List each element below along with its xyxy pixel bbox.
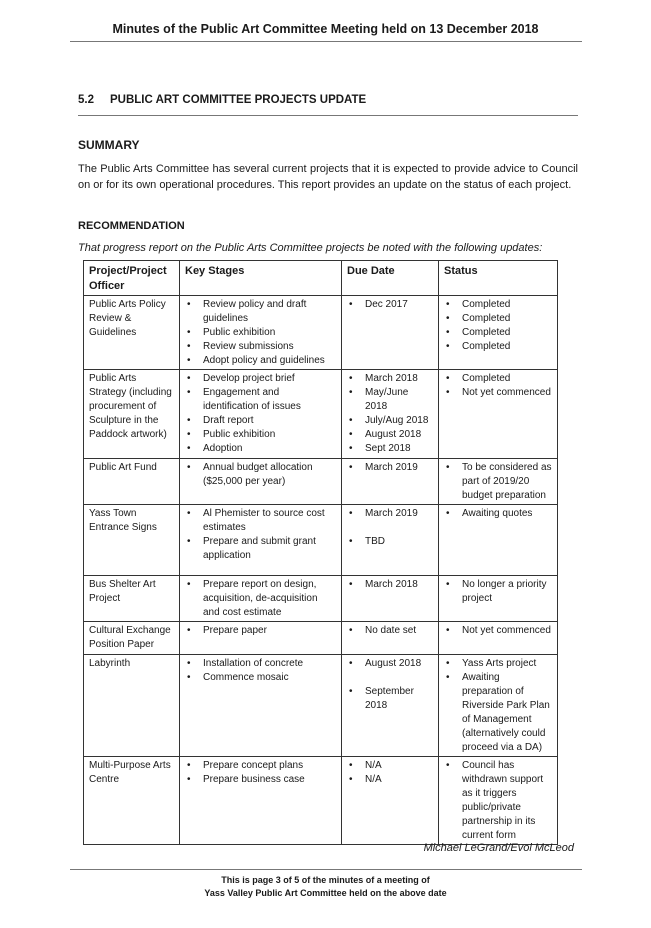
due-item: • August 2018 xyxy=(347,428,433,442)
due-item: • July/Aug 2018 xyxy=(347,414,433,428)
status-item: • Completed xyxy=(444,312,552,326)
section-title: PUBLIC ART COMMITTEE PROJECTS UPDATE xyxy=(110,94,367,106)
due-item: • August 2018 xyxy=(347,657,433,671)
table-row xyxy=(84,757,558,845)
due-item: • March 2018 xyxy=(347,372,433,386)
status-cell xyxy=(439,622,558,655)
section-divider xyxy=(78,115,578,116)
stages-cell xyxy=(180,576,342,622)
page-header-title: Minutes of the Public Art Committee Meeting held on 13 December 2018 xyxy=(112,22,539,36)
page-footer xyxy=(0,874,651,900)
status-item: • Completed xyxy=(444,372,552,386)
table-row xyxy=(84,296,558,370)
due-item: • Sept 2018 xyxy=(347,442,433,456)
stages-cell xyxy=(180,505,342,576)
stage-item: • Public exhibition xyxy=(185,428,336,442)
table-row xyxy=(84,655,558,757)
status-item: • Awaiting preparation of Riverside Park Plan of Management (alternatively could proceed via a DA) xyxy=(444,671,552,755)
project-cell: Multi-Purpose Arts Centre xyxy=(84,757,180,845)
status-item: • Completed xyxy=(444,340,552,354)
due-cell xyxy=(342,505,439,576)
due-item: • May/June 2018 xyxy=(347,386,433,414)
status-cell xyxy=(439,459,558,505)
due-cell xyxy=(342,370,439,459)
due-item: • TBD xyxy=(347,535,433,549)
stage-item: • Prepare paper xyxy=(185,624,336,638)
stage-item: • Prepare concept plans xyxy=(185,759,336,773)
col-header-due-date: Due Date xyxy=(342,261,439,296)
stage-item: • Adoption xyxy=(185,442,336,456)
status-cell xyxy=(439,505,558,576)
due-cell xyxy=(342,655,439,757)
due-item: • N/A xyxy=(347,759,433,773)
status-cell xyxy=(439,370,558,459)
project-cell: Public Arts Policy Review & Guidelines xyxy=(84,296,180,370)
table-row xyxy=(84,505,558,576)
project-cell: Yass Town Entrance Signs xyxy=(84,505,180,576)
due-item: • Dec 2017 xyxy=(347,298,433,312)
table-header-row xyxy=(84,261,558,296)
stage-item: • Annual budget allocation ($25,000 per year) xyxy=(185,461,336,489)
due-item: • September 2018 xyxy=(347,685,433,713)
projects-table xyxy=(83,260,558,845)
due-item: • March 2018 xyxy=(347,578,433,592)
footer-line-1: This is page 3 of 5 of the minutes of a meeting of xyxy=(221,875,430,885)
due-cell xyxy=(342,576,439,622)
stage-item: • Commence mosaic xyxy=(185,671,336,685)
table-row xyxy=(84,622,558,655)
stage-item: • Prepare business case xyxy=(185,773,336,787)
recommendation-heading: RECOMMENDATION xyxy=(78,220,185,232)
status-item: • No longer a priority project xyxy=(444,578,552,606)
stages-cell xyxy=(180,757,342,845)
due-item: • March 2019 xyxy=(347,461,433,475)
status-item: • Yass Arts project xyxy=(444,657,552,671)
status-cell xyxy=(439,655,558,757)
footer-line-2: Yass Valley Public Art Committee held on the above date xyxy=(204,888,447,898)
stage-item: • Prepare report on design, acquisition, de-acquisition and cost estimate xyxy=(185,578,336,620)
project-cell: Labyrinth xyxy=(84,655,180,757)
table-row xyxy=(84,459,558,505)
project-cell: Public Art Fund xyxy=(84,459,180,505)
stage-item: • Public exhibition xyxy=(185,326,336,340)
footer-divider xyxy=(70,869,582,870)
stage-item: • Al Phemister to source cost estimates xyxy=(185,507,336,535)
stage-item: • Installation of concrete xyxy=(185,657,336,671)
stage-item: • Adopt policy and guidelines xyxy=(185,354,336,368)
col-header-project: Project/Project Officer xyxy=(84,261,180,296)
status-cell xyxy=(439,576,558,622)
recommendation-body: That progress report on the Public Arts Committee projects be noted with the following updates: xyxy=(78,242,543,254)
status-cell xyxy=(439,757,558,845)
due-cell xyxy=(342,459,439,505)
summary-heading: SUMMARY xyxy=(78,138,140,152)
status-item: • Not yet commenced xyxy=(444,386,552,400)
stages-cell xyxy=(180,296,342,370)
status-item: • Council has withdrawn support as it triggers public/private partnership in its current form xyxy=(444,759,552,843)
stage-item: • Review policy and draft guidelines xyxy=(185,298,336,326)
due-cell xyxy=(342,296,439,370)
stage-item: • Draft report xyxy=(185,414,336,428)
section-number: 5.2 xyxy=(78,94,94,106)
report-author-signature: Michael LeGrand/Evol McLeod xyxy=(423,842,574,854)
due-item: • No date set xyxy=(347,624,433,638)
due-cell xyxy=(342,757,439,845)
stages-cell xyxy=(180,655,342,757)
status-item: • Awaiting quotes xyxy=(444,507,552,521)
stages-cell xyxy=(180,622,342,655)
status-item: • Completed xyxy=(444,326,552,340)
stage-item: • Engagement and identification of issues xyxy=(185,386,336,414)
section-heading xyxy=(78,94,366,106)
table-row xyxy=(84,576,558,622)
status-item: • Completed xyxy=(444,298,552,312)
due-cell xyxy=(342,622,439,655)
project-cell: Public Arts Strategy (including procurement of Sculpture in the Paddock artwork) xyxy=(84,370,180,459)
stage-item: • Review submissions xyxy=(185,340,336,354)
due-item: • N/A xyxy=(347,773,433,787)
status-item: • To be considered as part of 2019/20 budget preparation xyxy=(444,461,552,503)
summary-body: The Public Arts Committee has several current projects that it is expected to provide advice to Council on or for its own operational procedures. This report provides an update on the status of each project. xyxy=(78,163,578,191)
stage-item: • Prepare and submit grant application xyxy=(185,535,336,563)
project-cell: Bus Shelter Art Project xyxy=(84,576,180,622)
col-header-status: Status xyxy=(439,261,558,296)
project-cell: Cultural Exchange Position Paper xyxy=(84,622,180,655)
header-divider xyxy=(70,41,582,42)
col-header-key-stages: Key Stages xyxy=(180,261,342,296)
stages-cell xyxy=(180,459,342,505)
due-item: • March 2019 xyxy=(347,507,433,521)
table-row xyxy=(84,370,558,459)
status-cell xyxy=(439,296,558,370)
status-item: • Not yet commenced xyxy=(444,624,552,638)
stages-cell xyxy=(180,370,342,459)
stage-item: • Develop project brief xyxy=(185,372,336,386)
